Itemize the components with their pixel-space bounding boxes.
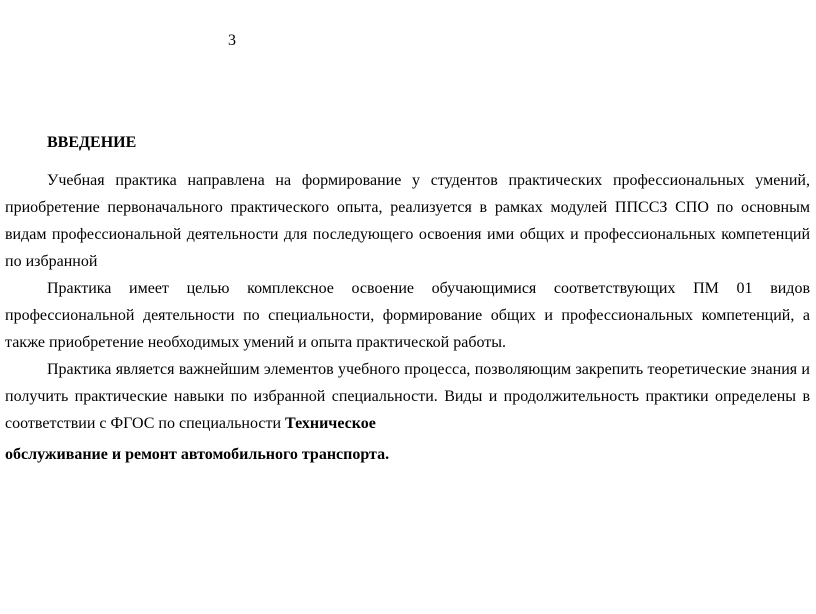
section-heading: ВВЕДЕНИЕ [47, 134, 137, 151]
page-number: 3 [228, 32, 236, 49]
paragraph-3 [5, 356, 810, 437]
paragraph-3-text: Практика является важнейшим элементов учебного процесса, позволяющим закрепить теоретические знания и получить практические навыки по избранной специальности. Виды и продолжительность практики определены в соответствии с ФГОС по специальности [5, 361, 810, 432]
paragraph-2: Практика имеет целью комплексное освоение обучающимися соответствующих ПМ 01 видов профессиональной деятельности по специальности, формирование общих и профессиональных компетенций, а также приобретение необходимых умений и опыта практической работы. [5, 280, 810, 351]
paragraph-4-bold: обслуживание и ремонт автомобильного транспорта. [5, 446, 390, 463]
paragraph-3-bold-text: Техническое [285, 415, 376, 432]
document-body [5, 129, 810, 468]
paragraph-1: Учебная практика направлена на формирование у студентов практических профессиональных умений, приобретение первоначального практического опыта, реализуется в рамках модулей ППССЗ СПО по основным видам профессиональной деятельности для последующего освоения ими общих и профессиональных компетенций по избранной [5, 172, 810, 270]
